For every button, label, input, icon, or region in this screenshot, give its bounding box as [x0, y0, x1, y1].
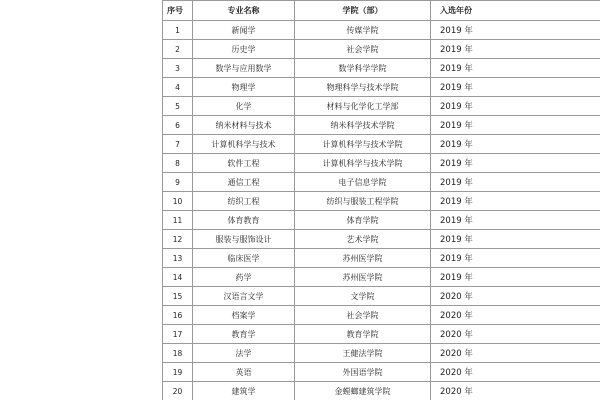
table-row [163, 192, 600, 211]
table-row [163, 211, 600, 230]
cell-index: 3 [163, 59, 193, 78]
cell-year: 2020 年 [431, 306, 600, 325]
cell-college: 计算机科学与技术学院 [295, 135, 431, 154]
table-row [163, 306, 600, 325]
cell-college: 外国语学院 [295, 363, 431, 382]
table-header [163, 1, 600, 21]
cell-year: 2020 年 [431, 325, 600, 344]
table-row [163, 344, 600, 363]
cell-major: 英语 [193, 363, 295, 382]
cell-major: 法学 [193, 344, 295, 363]
cell-major: 新闻学 [193, 21, 295, 40]
cell-major: 药学 [193, 268, 295, 287]
cell-index: 11 [163, 211, 193, 230]
cell-year: 2020 年 [431, 363, 600, 382]
cell-college: 苏州医学院 [295, 268, 431, 287]
cell-major: 纳米材料与技术 [193, 116, 295, 135]
cell-year: 2019 年 [431, 40, 600, 59]
table-row [163, 287, 600, 306]
cell-index: 10 [163, 192, 193, 211]
cell-year: 2019 年 [431, 249, 600, 268]
cell-college: 物理科学与技术学院 [295, 78, 431, 97]
table-row [163, 382, 600, 400]
cell-college: 材料与化学化工学部 [295, 97, 431, 116]
cell-year: 2019 年 [431, 192, 600, 211]
cell-major: 档案学 [193, 306, 295, 325]
table-row [163, 249, 600, 268]
cell-major: 计算机科学与技术 [193, 135, 295, 154]
table-row [163, 59, 600, 78]
table-row [163, 78, 600, 97]
cell-college: 社会学院 [295, 40, 431, 59]
cell-year: 2019 年 [431, 21, 600, 40]
cell-major: 历史学 [193, 40, 295, 59]
cell-major: 临床医学 [193, 249, 295, 268]
header-year: 入选年份 [431, 1, 600, 21]
cell-major: 建筑学 [193, 382, 295, 400]
cell-college: 电子信息学院 [295, 173, 431, 192]
cell-index: 14 [163, 268, 193, 287]
cell-index: 4 [163, 78, 193, 97]
table-row [163, 154, 600, 173]
cell-major: 纺织工程 [193, 192, 295, 211]
cell-year: 2019 年 [431, 211, 600, 230]
cell-major: 服装与服饰设计 [193, 230, 295, 249]
table-row [163, 173, 600, 192]
cell-index: 12 [163, 230, 193, 249]
cell-index: 19 [163, 363, 193, 382]
table-row [163, 363, 600, 382]
table-row [163, 230, 600, 249]
cell-year: 2020 年 [431, 287, 600, 306]
cell-college: 纳米科学技术学院 [295, 116, 431, 135]
cell-index: 8 [163, 154, 193, 173]
cell-index: 18 [163, 344, 193, 363]
header-index: 序号 [163, 1, 193, 21]
cell-college: 体育学院 [295, 211, 431, 230]
cell-year: 2020 年 [431, 382, 600, 400]
cell-year: 2019 年 [431, 116, 600, 135]
cell-year: 2019 年 [431, 135, 600, 154]
cell-index: 13 [163, 249, 193, 268]
table-row [163, 97, 600, 116]
cell-college: 社会学院 [295, 306, 431, 325]
cell-major: 物理学 [193, 78, 295, 97]
cell-college: 教育学院 [295, 325, 431, 344]
cell-college: 金螳螂建筑学院 [295, 382, 431, 400]
cell-index: 9 [163, 173, 193, 192]
cell-year: 2019 年 [431, 59, 600, 78]
cell-year: 2019 年 [431, 154, 600, 173]
header-college: 学院（部） [295, 1, 431, 21]
cell-college: 艺术学院 [295, 230, 431, 249]
cell-index: 2 [163, 40, 193, 59]
cell-major: 教育学 [193, 325, 295, 344]
cell-major: 通信工程 [193, 173, 295, 192]
cell-college: 数学科学学院 [295, 59, 431, 78]
cell-major: 数学与应用数学 [193, 59, 295, 78]
cell-college: 王健法学院 [295, 344, 431, 363]
cell-year: 2019 年 [431, 97, 600, 116]
table-row [163, 135, 600, 154]
cell-major: 软件工程 [193, 154, 295, 173]
cell-year: 2020 年 [431, 344, 600, 363]
cell-index: 16 [163, 306, 193, 325]
table-row [163, 268, 600, 287]
table-row [163, 21, 600, 40]
table-row [163, 116, 600, 135]
cell-index: 17 [163, 325, 193, 344]
cell-index: 15 [163, 287, 193, 306]
cell-college: 苏州医学院 [295, 249, 431, 268]
cell-index: 7 [163, 135, 193, 154]
cell-major: 汉语言文学 [193, 287, 295, 306]
cell-year: 2019 年 [431, 268, 600, 287]
cell-index: 1 [163, 21, 193, 40]
table-row [163, 325, 600, 344]
cell-college: 计算机科学与技术学院 [295, 154, 431, 173]
cell-college: 文学院 [295, 287, 431, 306]
table-row [163, 40, 600, 59]
table-body [163, 21, 600, 400]
cell-index: 20 [163, 382, 193, 400]
cell-major: 体育教育 [193, 211, 295, 230]
cell-index: 5 [163, 97, 193, 116]
cell-major: 化学 [193, 97, 295, 116]
majors-table [162, 0, 600, 400]
header-major: 专业名称 [193, 1, 295, 21]
cell-index: 6 [163, 116, 193, 135]
cell-year: 2019 年 [431, 78, 600, 97]
cell-year: 2019 年 [431, 173, 600, 192]
header-row [163, 1, 600, 21]
cell-college: 纺织与服装工程学院 [295, 192, 431, 211]
cell-college: 传媒学院 [295, 21, 431, 40]
cell-year: 2019 年 [431, 230, 600, 249]
